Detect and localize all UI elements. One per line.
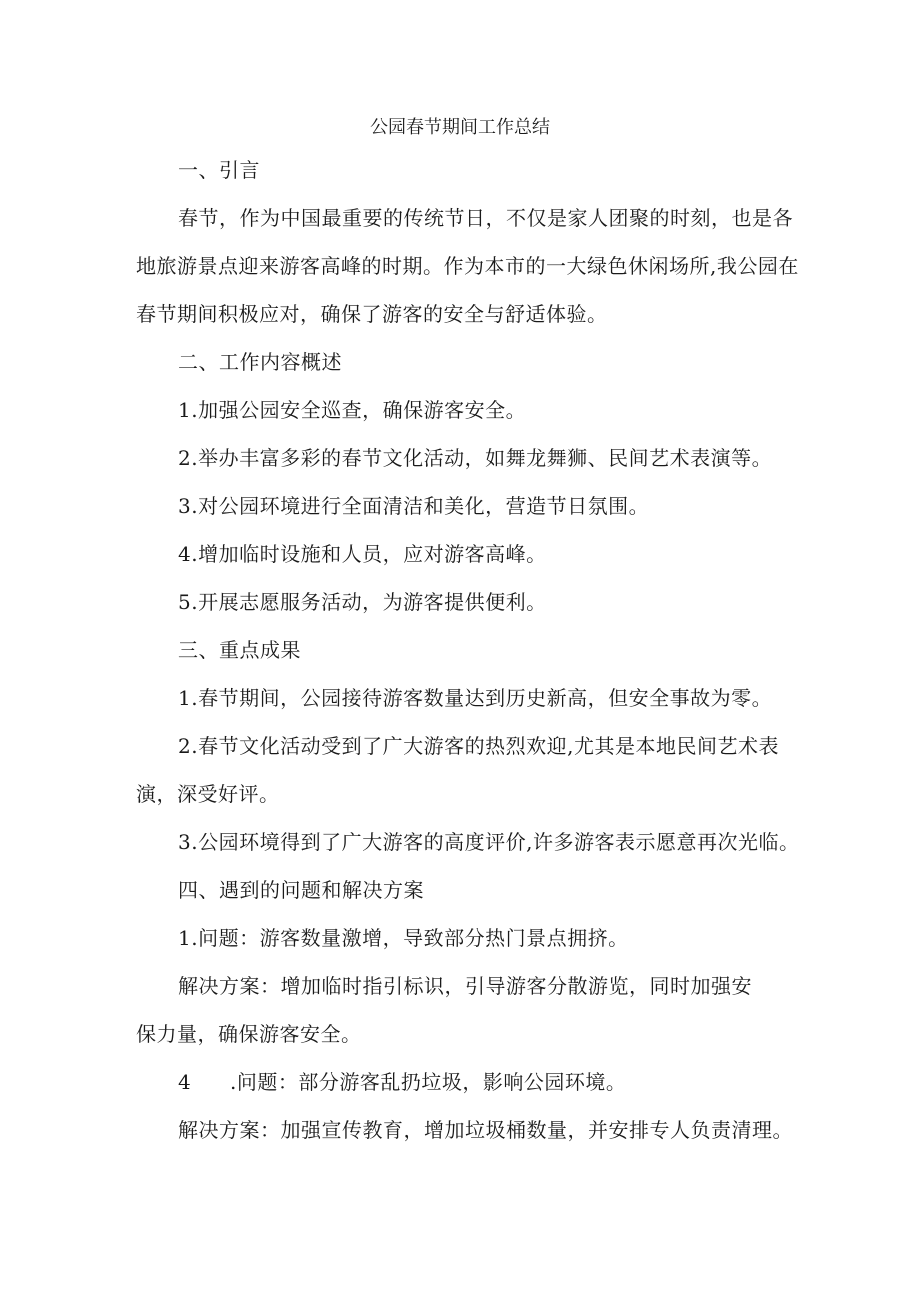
list-item-text: .对公园环境进行全面清洁和美化，营造节日氛围。 bbox=[191, 494, 650, 518]
list-item-number: 2 bbox=[178, 734, 192, 758]
list-item bbox=[178, 398, 526, 422]
list-item-text: .开展志愿服务活动，为游客提供便利。 bbox=[191, 590, 547, 614]
solution-line: 解决方案：加强宣传教育，增加垃圾桶数量，并安排专人负责清理。 bbox=[178, 1118, 793, 1142]
list-item-text: .举办丰富多彩的春节文化活动，如舞龙舞狮、民间艺术表演等。 bbox=[191, 446, 773, 470]
list-item-text: .公园环境得到了广大游客的高度评价,许多游客表示愿意再次光临。 bbox=[191, 830, 800, 854]
intro-paragraph-line: 地旅游景点迎来游客高峰的时期。作为本市的一大绿色休闲场所,我公园在 bbox=[136, 254, 799, 278]
list-item bbox=[178, 686, 772, 710]
intro-paragraph-line: 春节期间积极应对，确保了游客的安全与舒适体验。 bbox=[136, 302, 608, 326]
list-item-number: 3 bbox=[178, 830, 192, 854]
list-item-text: .春节期间，公园接待游客数量达到历史新高，但安全事故为零。 bbox=[191, 686, 773, 710]
list-item-number: 3 bbox=[178, 494, 192, 518]
list-item bbox=[178, 446, 772, 470]
section-heading-results: 三、重点成果 bbox=[178, 638, 301, 662]
problem-line: 1.问题：游客数量激增，导致部分热门景点拥挤。 bbox=[178, 926, 629, 950]
list-item bbox=[178, 590, 547, 614]
solution-line-continuation: 保力量，确保游客安全。 bbox=[136, 1022, 362, 1046]
list-item-number: 5 bbox=[178, 590, 192, 614]
list-item-text: .春节文化活动受到了广大游客的热烈欢迎,尤其是本地民间艺术表 bbox=[191, 734, 779, 758]
section-heading-intro: 一、引言 bbox=[178, 158, 260, 182]
problem-text: .问题：部分游客乱扔垃圾，影响公园环境。 bbox=[230, 1070, 627, 1094]
list-item-number: 2 bbox=[178, 446, 192, 470]
list-item bbox=[178, 494, 649, 518]
problem-line bbox=[178, 1070, 626, 1094]
list-item bbox=[178, 542, 547, 566]
list-item-number: 1 bbox=[178, 686, 192, 710]
problem-number: 4 bbox=[178, 1070, 192, 1094]
list-item-text: .加强公园安全巡查，确保游客安全。 bbox=[191, 398, 527, 422]
page-title: 公园春节期间工作总结 bbox=[370, 117, 550, 138]
list-item-continuation: 演，深受好评。 bbox=[136, 782, 280, 806]
list-item bbox=[178, 734, 779, 758]
list-item-text: .增加临时设施和人员，应对游客高峰。 bbox=[191, 542, 547, 566]
section-heading-problems: 四、遇到的问题和解决方案 bbox=[178, 878, 424, 902]
intro-paragraph-line: 春节，作为中国最重要的传统节日，不仅是家人团聚的时刻，也是各 bbox=[178, 206, 793, 230]
section-heading-overview: 二、工作内容概述 bbox=[178, 350, 342, 374]
list-item bbox=[178, 830, 799, 854]
list-item-number: 1 bbox=[178, 398, 192, 422]
list-item-number: 4 bbox=[178, 542, 192, 566]
solution-line: 解决方案：增加临时指引标识，引导游客分散游览，同时加强安 bbox=[178, 974, 752, 998]
